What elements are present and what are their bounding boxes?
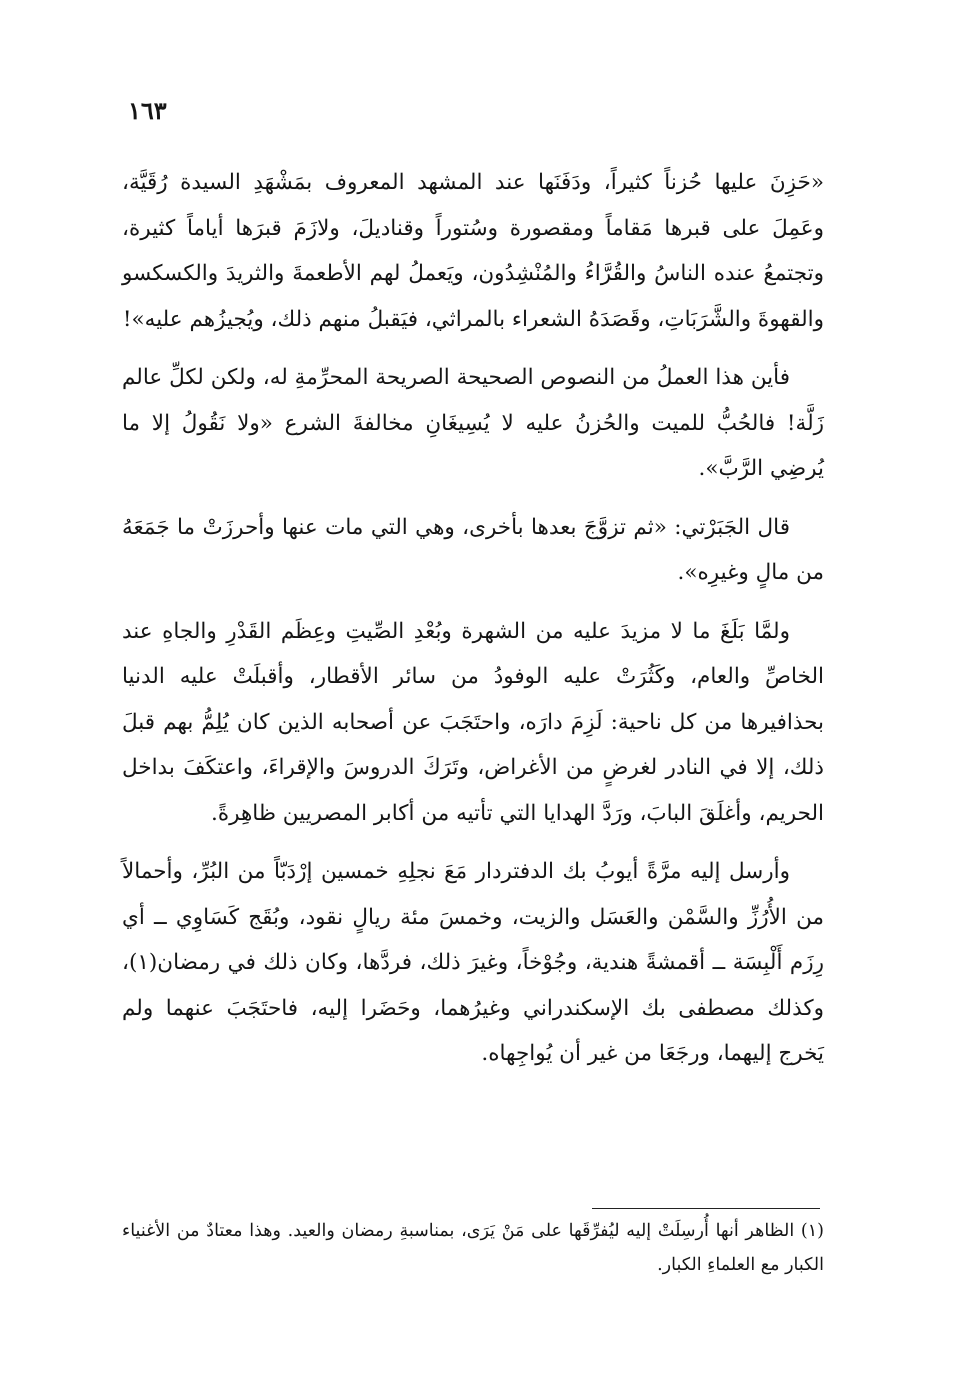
page-number: ١٦٣ — [128, 96, 167, 125]
footnote-1: (١) الظاهر أنها أُرسِلَتْ إليه ليُفرِّقَها على مَنْ يَرَى، بمناسبةِ رمضان والعيد. وهذا معتادٌ من الأغنياء الكبار مع العلماءِ الكبار. — [122, 1221, 824, 1275]
paragraph-fame: ولمَّا بَلَغَ ما لا مزيدَ عليه من الشهرة وبُعْدِ الصِّيتِ وعِظَم القَدْرِ والجاهِ عند الخاصِّ والعام، وكَثُرَتْ عليه الوفودُ من سائر الأقطار، وأقبلَتْ عليه الدنيا بحذافيرها من كل ناحية: لَزِمَ دارَه، واحتَجَبَ عن أصحابه الذين كان يُلِمُّ بهم قبلَ ذلك، إلا في النادر لغرضٍ من الأغراض، وتَرَكَ الدروسَ والإقراءَ، واعتكَفَ بداخل الحريم، وأغلَقَ البابَ، ورَدَّ الهدايا التي تأتيه من أكابر المصريين ظاهِرةً. — [122, 618, 824, 826]
paragraph-quote-continuation: «حَزِنَ عليها حُزناً كثيراً، ودَفَنَها عند المشهد المعروف بمَشْهَدِ السيدة رُقَيَّة، وعَمِلَ على قبرها مَقاماً ومقصورة وسُتوراً وقناديلَ، ولازَمَ قبرَها أياماً كثيرة، وتجتمعُ عنده الناسُ والقُرَّاءُ والمُنْشِدُون، ويَعملُ لهم الأطعمةَ والثريدَ والكسكسو والقهوةَ والشَّرَبَاتِ، وقَصَدَهُ الشعراء بالمراثي، فيَقبلُ منهم ذلك، ويُجيزُهم عليه»! — [122, 170, 824, 332]
footnote-divider — [592, 1208, 820, 1209]
paragraph-jabarti-quote: قال الجَبَرْتي: «ثم تزوَّجَ بعدها بأخرى، وهي التي مات عنها وأحرزَتْ ما جَمَعَهُ من مالٍ وغيرِه». — [122, 514, 824, 585]
paragraph-gifts: وأرسل إليه مرَّةً أيوبُ بك الدفتردار مَعَ نجلِهِ خمسين إرْدَبّاً من البُرِّ، وأحمالاً من الأُرُزِّ والسَّمْن والعَسَل والزيت، وخمسَ مئة ريالٍ نقود، وبُقَج كَسَاوِي ــ أي رِزَم أَلْبِسَة ــ أقمشةً هندية، وجُوْخاً، وغيرَ ذلك، فردَّها، وكان ذلك في رمضان(١)، وكذلك مصطفى بك الإسكندراني وغيرُهما، وحَضَرا إليه، فاحتَجَبَ عنهما ولم يَخرج إليهما، ورجَعَا من غير أن يُواجِهاه. — [122, 859, 824, 1066]
paragraph-commentary: فأين هذا العملُ من النصوص الصحيحة الصريحة المحرِّمةِ له، ولكن لكلِّ عالم زَلَّة! فالحُبُّ للميت والحُزنُ عليه لا يُسِيغَانِ مخالفةَ الشرع «ولا نَقُولُ إلا ما يُرضِي الرَّبَّ». — [122, 365, 824, 481]
main-text — [122, 160, 824, 1090]
footnotes — [122, 1214, 824, 1282]
